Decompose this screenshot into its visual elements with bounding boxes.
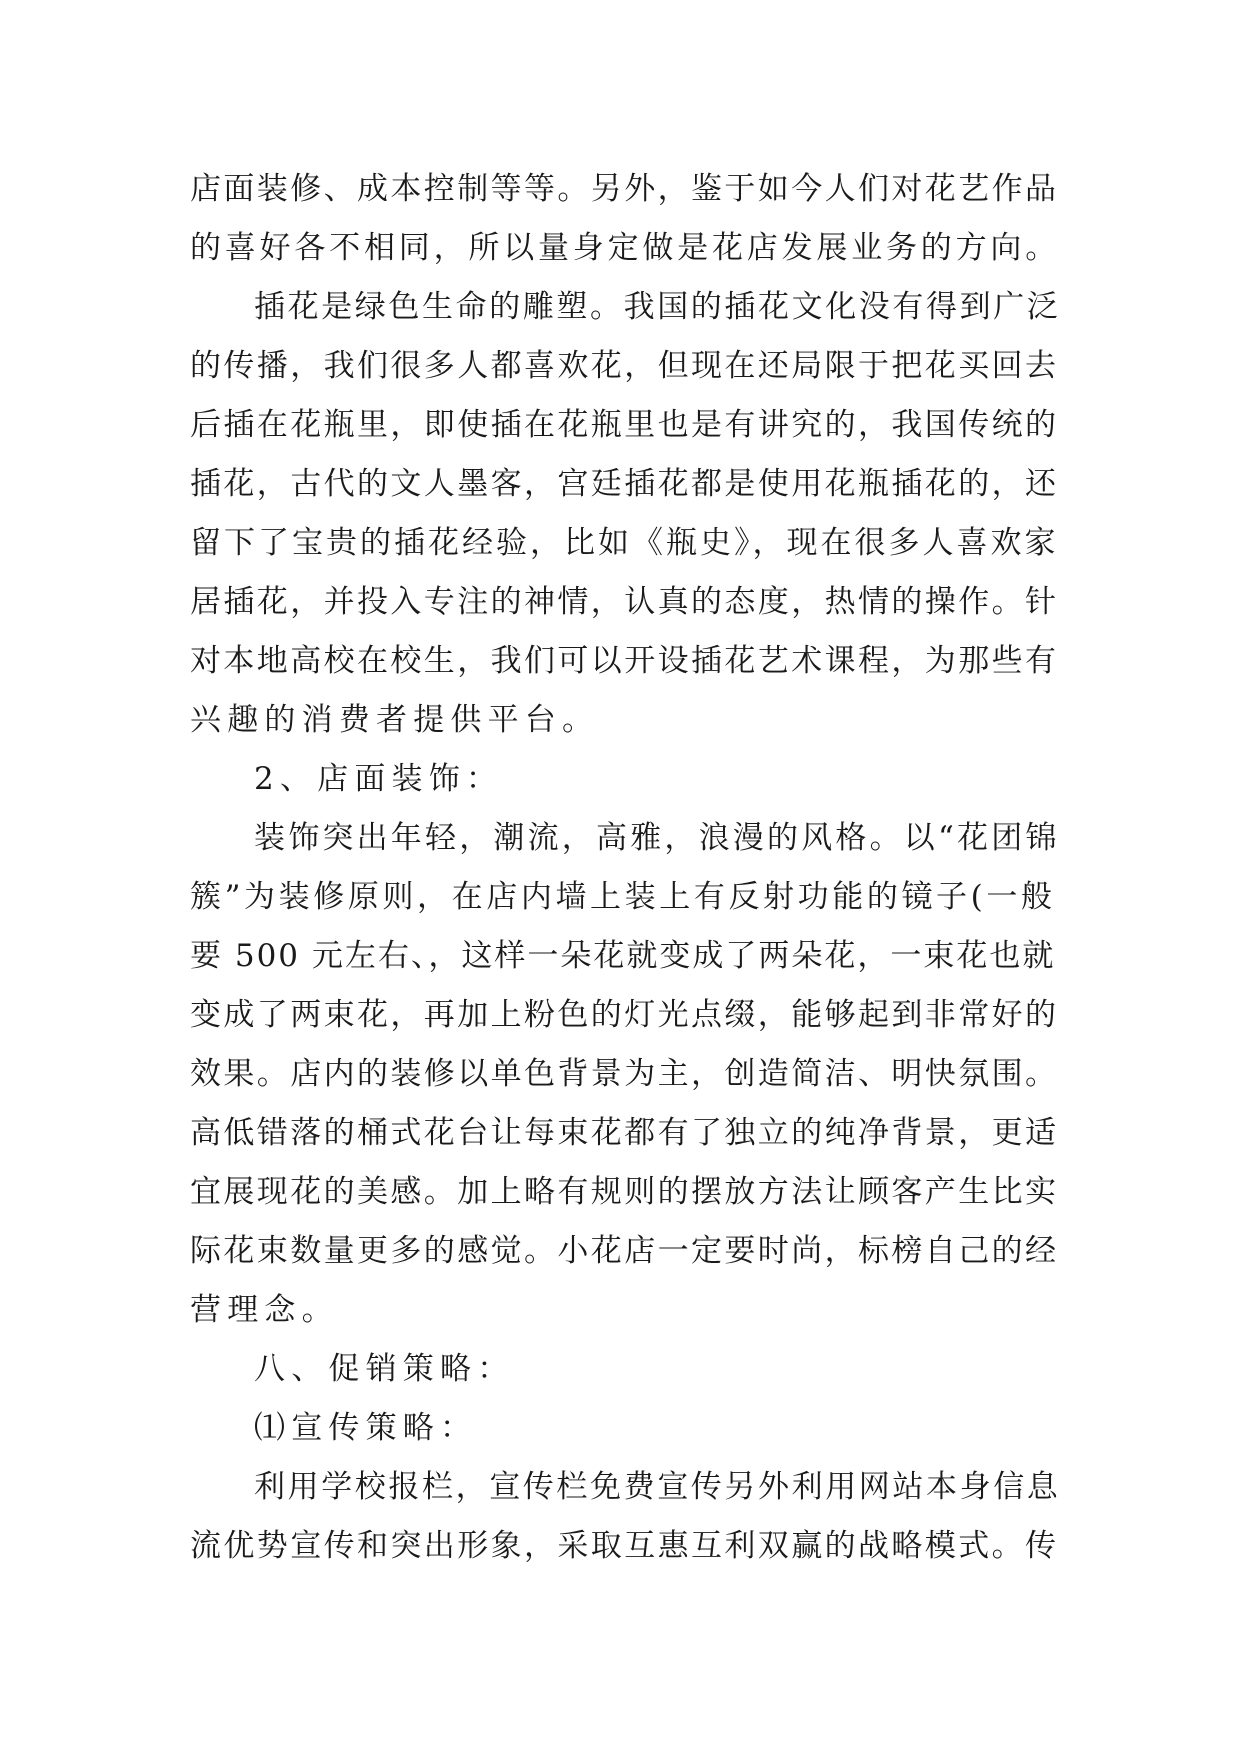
subsection-heading: ⑴宣传策略： [254, 1410, 478, 1446]
text-line: 高低错落的桶式花台让每束花都有了独立的纯净背景，更适 [190, 1115, 1059, 1151]
text-line: 的传播，我们很多人都喜欢花，但现在还局限于把花买回去 [190, 348, 1059, 384]
text-line: 际花束数量更多的感觉。小花店一定要时尚，标榜自己的经 [190, 1233, 1059, 1269]
text-line: 利用学校报栏，宣传栏免费宣传另外利用网站本身信息 [254, 1469, 1061, 1505]
text-line: 居插花，并投入专注的神情，认真的态度，热情的操作。针 [190, 584, 1059, 620]
text-line: 流优势宣传和突出形象，采取互惠互利双赢的战略模式。传 [190, 1528, 1059, 1564]
text-line: 簇”为装修原则，在店内墙上装上有反射功能的镜子(一般 [190, 879, 1056, 915]
text-line: 变成了两束花，再加上粉色的灯光点缀，能够起到非常好的 [190, 997, 1059, 1033]
text-line: 后插在花瓶里，即使插在花瓶里也是有讲究的，我国传统的 [190, 407, 1059, 443]
text-line: 店面装修、成本控制等等。另外，鉴于如今人们对花艺作品 [190, 171, 1059, 207]
text-line: 的喜好各不相同，所以量身定做是花店发展业务的方向。 [190, 230, 1060, 266]
text-line: 插花，古代的文人墨客，宫廷插花都是使用花瓶插花的，还 [190, 466, 1059, 502]
section-heading: 八、促销策略： [254, 1351, 515, 1387]
text-line: 对本地高校在校生，我们可以开设插花艺术课程，为那些有 [190, 643, 1059, 679]
document-body [190, 160, 1060, 1576]
text-line: 宜展现花的美感。加上略有规则的摆放方法让顾客产生比实 [190, 1174, 1059, 1210]
text-line: 插花是绿色生命的雕塑。我国的插花文化没有得到广泛 [254, 289, 1061, 325]
text-line: 留下了宝贵的插花经验，比如《瓶史》，现在很多人喜欢家 [190, 525, 1059, 561]
text-line: 兴趣的消费者提供平台。 [190, 702, 600, 738]
text-line: 装饰突出年轻，潮流，高雅，浪漫的风格。以“花团锦 [254, 820, 1060, 856]
text-line: 营理念。 [190, 1292, 339, 1328]
section-heading: 2、店面装饰： [254, 761, 504, 797]
text-line: 效果。店内的装修以单色背景为主，创造简洁、明快氛围。 [190, 1056, 1059, 1092]
text-line: 要 500 元左右、，这样一朵花就变成了两朵花，一束花也就 [190, 938, 1056, 974]
